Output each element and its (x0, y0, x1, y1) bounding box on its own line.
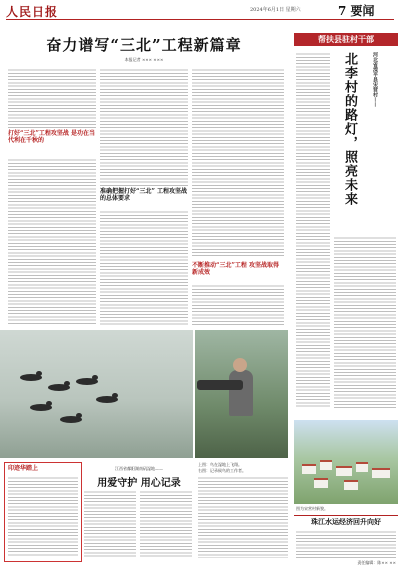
bottom-kicker: 江西省鄱阳湖南矶湿地—— (115, 466, 163, 471)
subhead-2: 准确把握打好“三北” 工程攻坚战的总体要求 (100, 188, 187, 202)
subhead-3: 不断推动“三北”工程 攻坚战取得新成效 (192, 262, 279, 276)
issue-date: 2024年6月1日 星期六 (250, 7, 301, 13)
page-footer: 责任编辑：陈×× ×× (357, 560, 396, 565)
body-column-3 (192, 68, 284, 258)
body-column-1b (8, 158, 96, 326)
subhead-1: 打好“三北”工程攻坚战 是功在当代利在千秋的 (8, 130, 95, 144)
side-body-right (334, 236, 396, 408)
side-kicker: 河北省滦平县宋营村—— (372, 52, 378, 107)
birds-photo (0, 330, 193, 458)
bottom-headline: 用爱守护 用心记录 (97, 478, 181, 489)
top-rule (6, 19, 394, 20)
sidebar-box-body (8, 476, 78, 556)
body-column-2 (100, 68, 188, 188)
masthead: 人民日报 (6, 5, 59, 19)
photo-caption-right: 右图：记录候鸟的工作者。 (198, 468, 246, 473)
body-column-3b (192, 284, 284, 326)
sidebar-box-title: 印迹华踏上 (8, 465, 39, 472)
side-body-left (296, 52, 330, 408)
byline: 本报记者 ××× ××× (124, 57, 164, 62)
side-divider (294, 515, 398, 516)
bottom-body-1 (84, 490, 136, 558)
body-column-2b (100, 210, 188, 326)
side-section-band: 帮扶县驻村干部 (294, 33, 398, 46)
photo-caption-left: 上图：鸟在湿地上飞翔。 (198, 462, 242, 467)
side-footer-body (296, 530, 396, 560)
side-photo-caption: 图为宋营村新貌。 (296, 506, 328, 511)
side-footer-headline: 珠江水运经济回升向好 (311, 517, 381, 526)
side-title: 北李村的路灯，照亮未来 (342, 52, 357, 206)
photographer-photo (195, 330, 288, 458)
body-column-1 (8, 68, 96, 128)
main-headline: 奋力谱写“三北”工程新篇章 (46, 36, 242, 54)
village-photo (294, 420, 398, 504)
bottom-body-3 (198, 476, 288, 558)
page-number: 7 要闻 (338, 4, 375, 18)
bottom-body-2 (140, 490, 192, 558)
